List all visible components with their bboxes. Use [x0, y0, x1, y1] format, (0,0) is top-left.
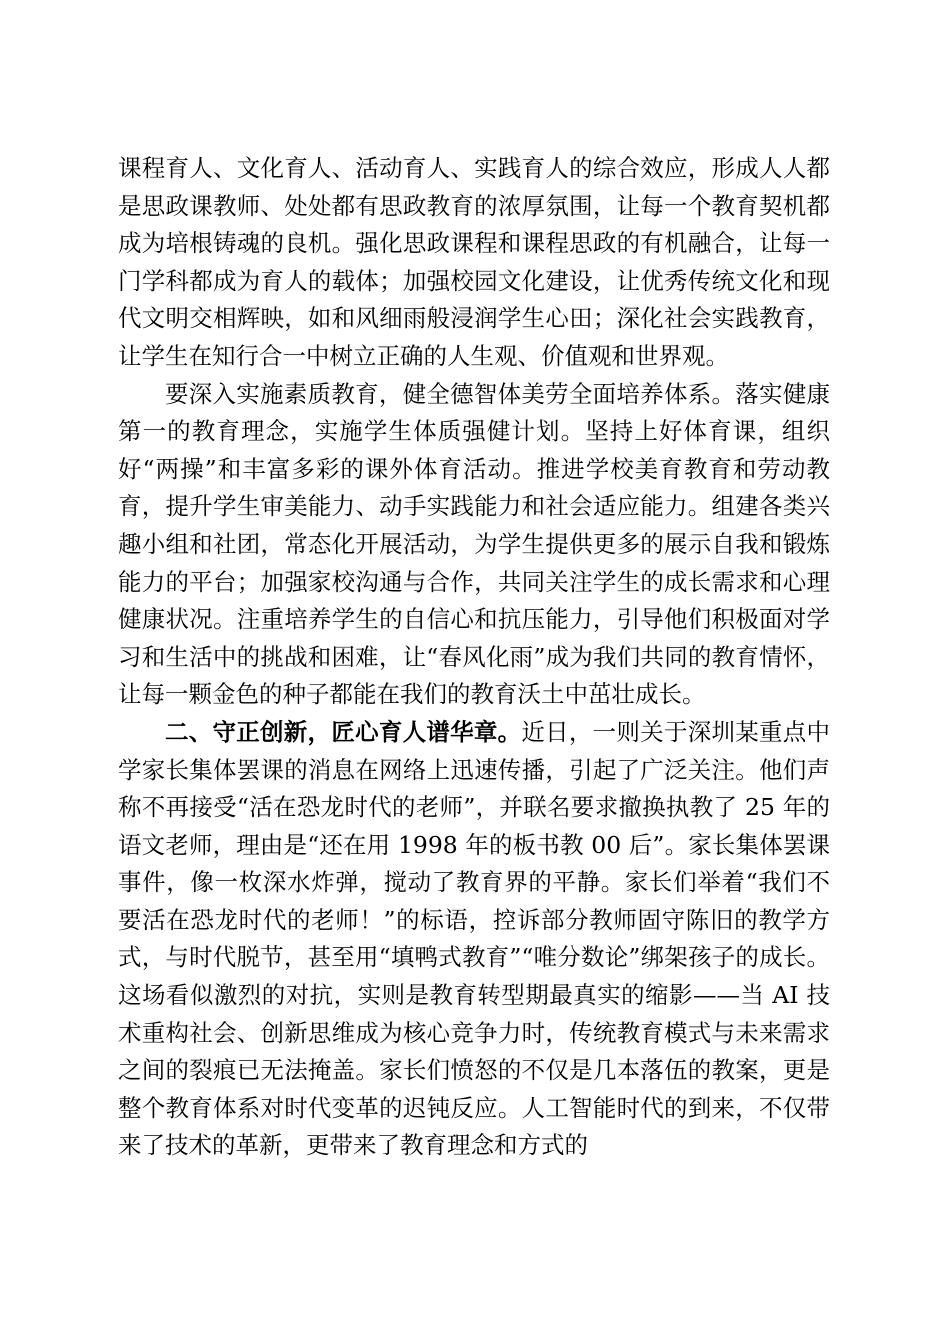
paragraph-3 [118, 714, 830, 1165]
paragraph-1: 课程育人、文化育人、活动育人、实践育人的综合效应，形成人人都是思政课教师、处处都有思政教育的浓厚氛围，让每一个教育契机都成为培根铸魂的良机。强化思政课程和课程思政的有机融合，让每一门学科都成为育人的载体；加强校园文化建设，让优秀传统文化和现代文明交相辉映，如和风细雨般浸润学生心田；深化社会实践教育，让学生在知行合一中树立正确的人生观、价值观和世界观。 [118, 154, 830, 370]
paragraph-2: 要深入实施素质教育，健全德智体美劳全面培养体系。落实健康第一的教育理念，实施学生体质强健计划。坚持上好体育课，组织好“两操”和丰富多彩的课外体育活动。推进学校美育教育和劳动教育，提升学生审美能力、动手实践能力和社会适应能力。组建各类兴趣小组和社团，常态化开展活动，为学生提供更多的展示自我和锻炼能力的平台；加强家校沟通与合作，共同关注学生的成长需求和心理健康状况。注重培养学生的自信心和抗压能力，引导他们积极面对学习和生活中的挑战和困难，让“春风化雨”成为我们共同的教育情怀，让每一颗金色的种子都能在我们的教育沃土中茁壮成长。 [118, 379, 830, 709]
section-heading: 二、守正创新，匠心育人谱华章。 [165, 717, 522, 746]
paragraph-3-body: 近日，一则关于深圳某重点中学家长集体罢课的消息在网络上迅速传播，引起了广泛关注。他们声称不再接受“活在恐龙时代的老师”，并联名要求撤换执教了 25 年的语文老师，理由是“还在用 1998 年的板书教 00 后”。家长集体罢课事件，像一枚深水炸弹，搅动了教育界的平静。家长们举着“我们不要活在恐龙时代的老师！”的标语，控诉部分教师固守陈旧的教学方式，与时代脱节，甚至用“填鸭式教育”“唯分数论”绑架孩子的成长。这场看似激烈的对抗，实则是教育转型期最真实的缩影——当 AI 技术重构社会、创新思维成为核心竞争力时，传统教育模式与未来需求之间的裂痕已无法掩盖。家长们愤怒的不仅是几本落伍的教案，更是整个教育体系对时代变革的迟钝反应。人工智能时代的到来，不仅带来了技术的革新，更带来了教育理念和方式的 [118, 717, 831, 1160]
document-page [118, 150, 830, 1165]
